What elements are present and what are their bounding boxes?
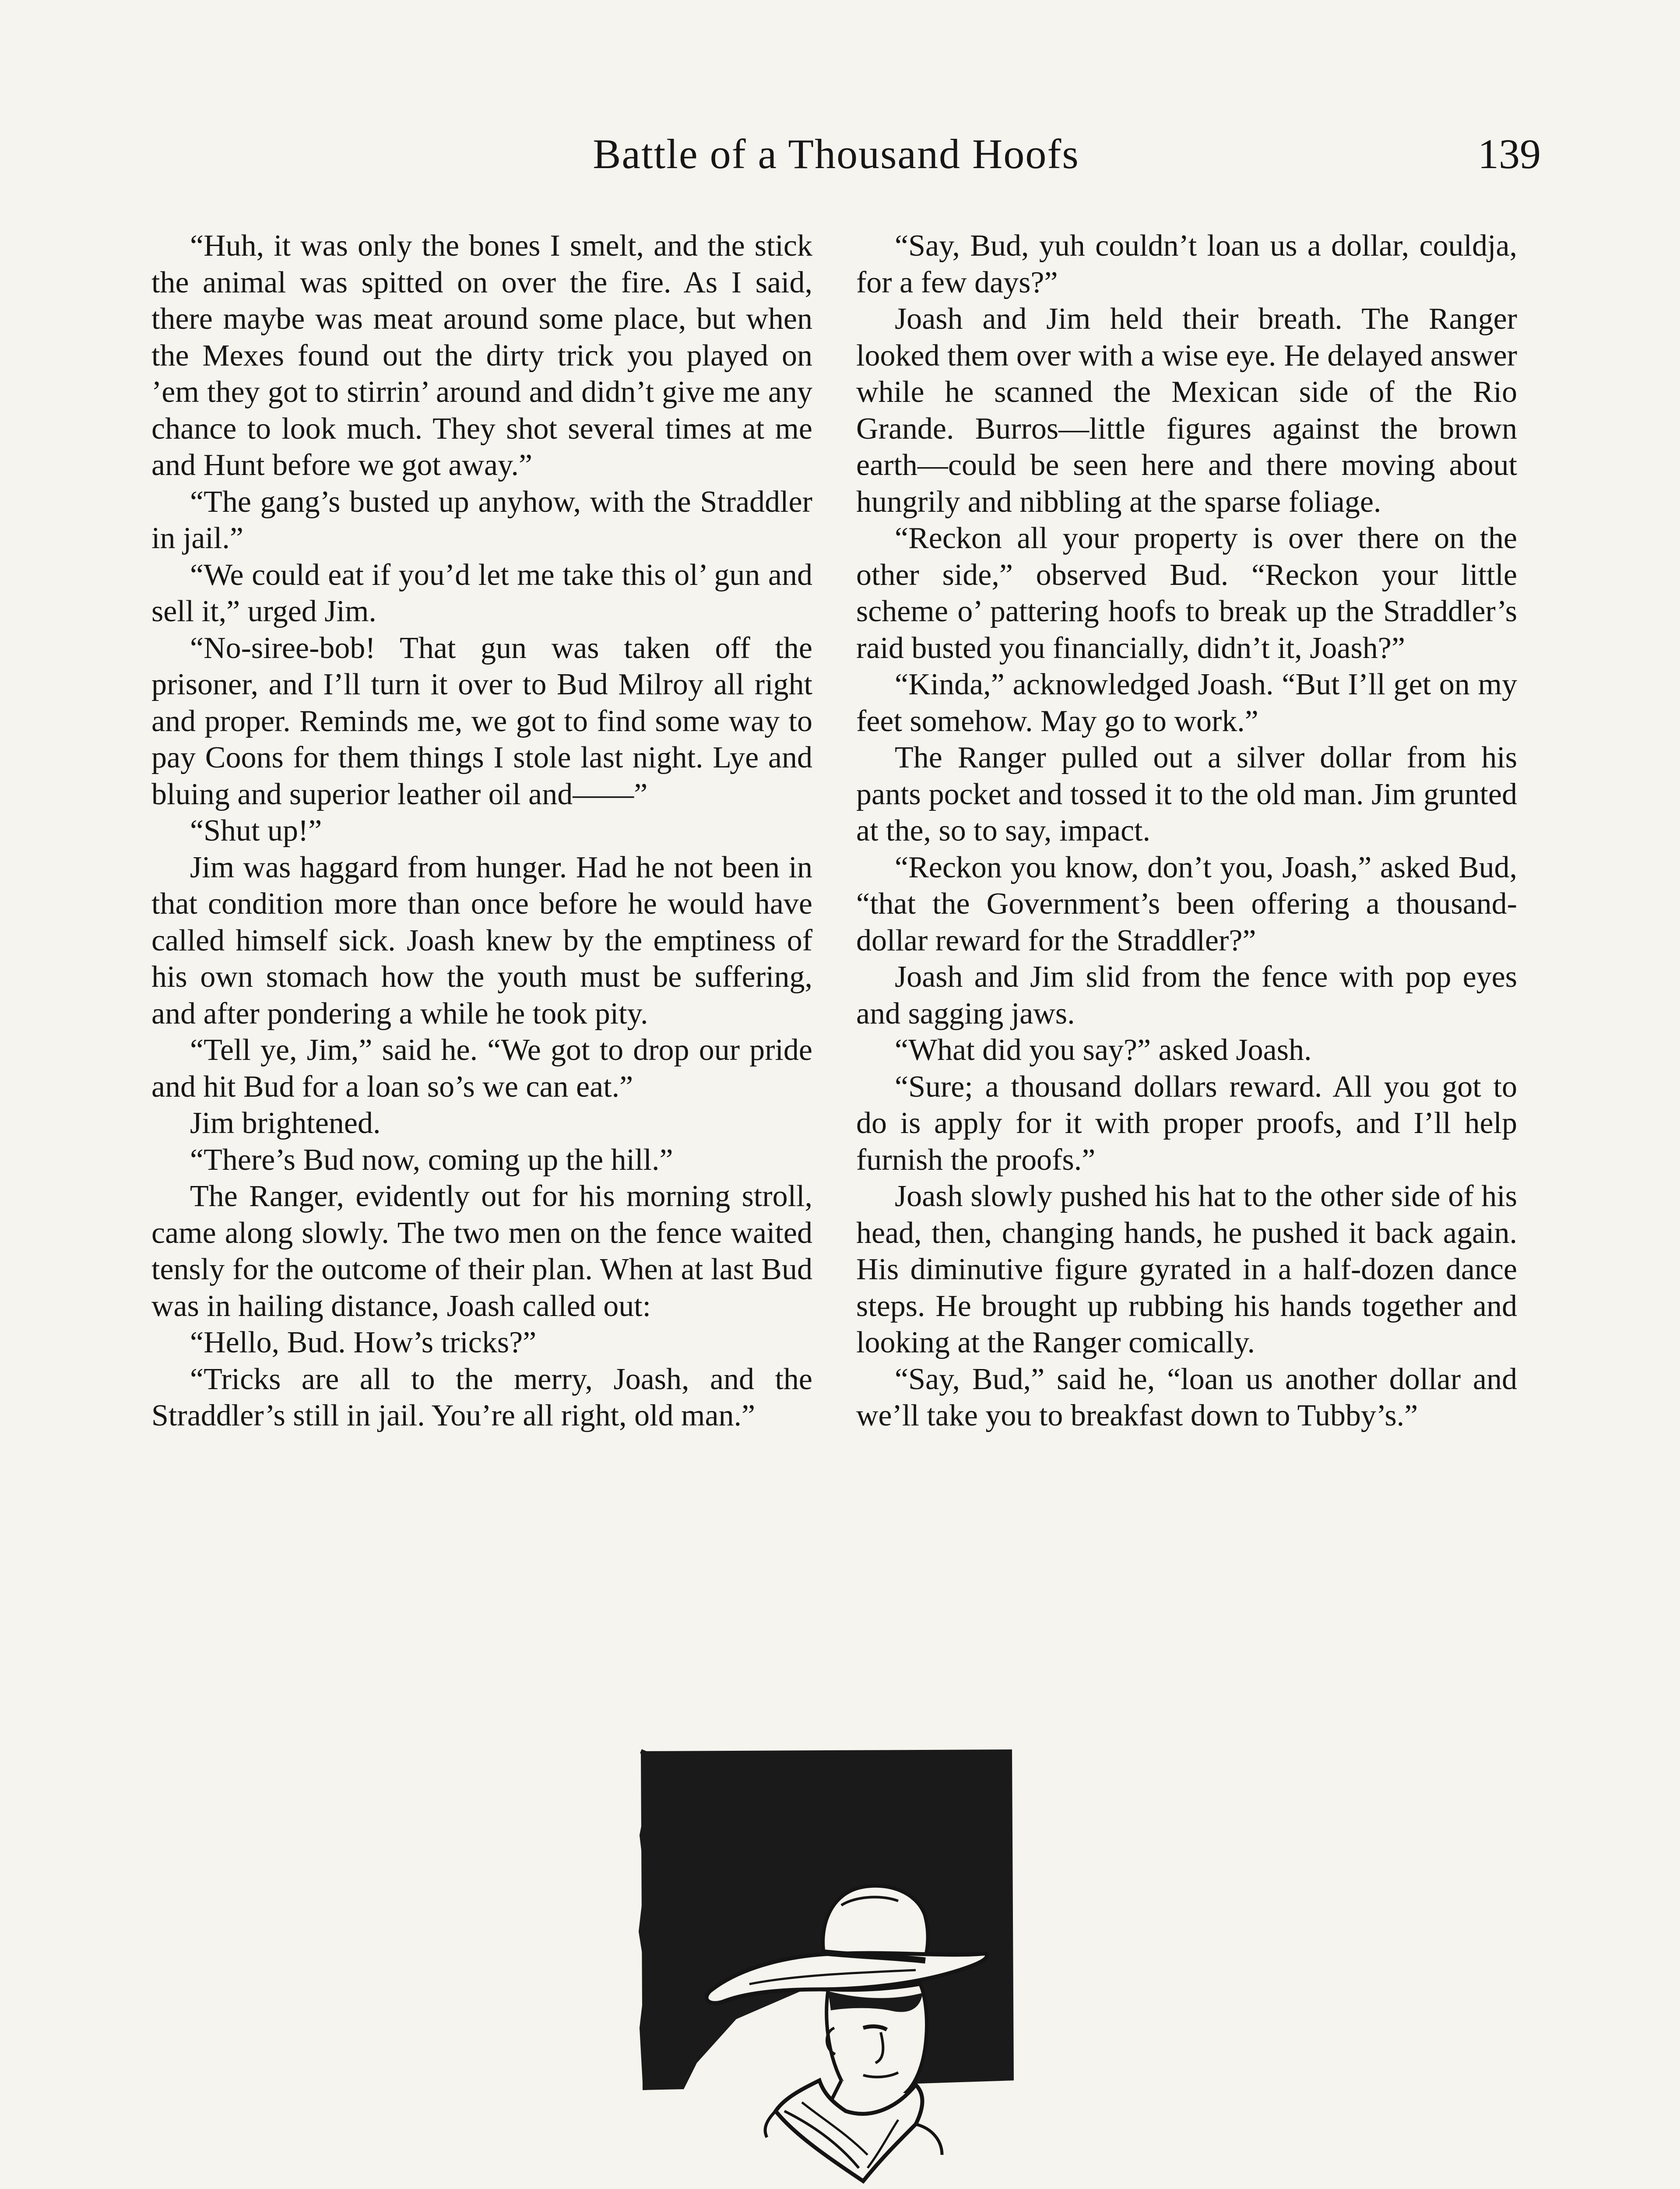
paragraph: “The gang’s busted up anyhow, with the Straddler in jail.” [151, 485, 812, 555]
paragraph: Jim was haggard from hunger. Had he not been in that condition more than once before he would have called himself sick. Joash knew by the emptiness of his own stomach how the youth must be suffering, and after pondering a while he took pity. [151, 850, 812, 1031]
paragraph: “We could eat if you’d let me take this ol’ gun and sell it,” urged Jim. [151, 558, 812, 628]
paragraph: “Reckon you know, don’t you, Joash,” asked Bud, “that the Government’s been offering a thousand-dollar reward for the Straddler?” [856, 850, 1517, 957]
paragraph: “Kinda,” acknowledged Joash. “But I’ll get on my feet somehow. May go to work.” [856, 668, 1517, 738]
paragraph: “Tricks are all to the merry, Joash, and the Straddler’s still in jail. You’re all right, old man.” [151, 1362, 812, 1432]
page-number: 139 [1478, 130, 1541, 177]
paragraph: “Say, Bud, yuh couldn’t loan us a dollar, couldja, for a few days?” [856, 229, 1517, 299]
paragraph: Jim brightened. [190, 1106, 381, 1140]
paragraph: The Ranger, evidently out for his morning stroll, came along slowly. The two men on the fence waited tensly for the outcome of their plan. When at last Bud was in hailing distance, Joash called out: [151, 1179, 812, 1323]
paragraph: “Huh, it was only the bones I smelt, and the stick the animal was spitted on over the fire. As I said, there maybe was meat around some place, but when the Mexes found out the dirty trick you played on ’em they got to stirrin’ around and didn’t give me any chance to look much. They shot several times at me and Hunt before we got away.” [151, 229, 812, 482]
paragraph: “Say, Bud,” said he, “loan us another dollar and we’ll take you to breakfast down to Tubby’s.” [856, 1362, 1517, 1432]
paragraph: Joash slowly pushed his hat to the other side of his head, then, changing hands, he pushed it back again. His diminutive figure gyrated in a half-dozen dance steps. He brought up rubbing his hands together and looking at the Ranger comically. [856, 1179, 1517, 1359]
page-header [149, 130, 1541, 191]
paragraph: The Ranger pulled out a silver dollar from his pants pocket and tossed it to the old man. Jim grunted at the, so to say, impact. [856, 741, 1517, 848]
paragraph: “Tell ye, Jim,” said he. “We got to drop our pride and hit Bud for a loan so’s we can eat.” [151, 1033, 812, 1104]
right-column [856, 228, 1517, 1434]
paragraph: Joash and Jim held their breath. The Ranger looked them over with a wise eye. He delayed answer while he scanned the Mexican side of the Rio Grande. Burros—little figures against the brown earth—could be seen here and there moving about hungrily and nibbling at the sparse foliage. [856, 302, 1517, 519]
paragraph: “Shut up!” [190, 814, 322, 848]
paragraph: “No-siree-bob! That gun was taken off the prisoner, and I’ll turn it over to Bud Milroy all right and proper. Reminds me, we got to find some way to pay Coons for them things I stole last night. Lye and bluing and superior leather oil and——” [151, 631, 812, 811]
paragraph: “What did you say?” asked Joash. [895, 1033, 1312, 1067]
running-title: Battle of a Thousand Hoofs [593, 130, 1079, 177]
paragraph: “There’s Bud now, coming up the hill.” [190, 1143, 673, 1177]
paragraph: Joash and Jim slid from the fence with pop eyes and sagging jaws. [856, 960, 1517, 1031]
paragraph: “Sure; a thousand dollars reward. All you got to do is apply for it with proper proofs, and I’ll help furnish the proofs.” [856, 1070, 1517, 1177]
paragraph: “Hello, Bud. How’s tricks?” [190, 1326, 537, 1359]
cowboy-illustration [636, 1748, 1073, 2185]
left-column [151, 228, 812, 1434]
paragraph: “Reckon all your property is over there on the other side,” observed Bud. “Reckon your little scheme o’ pattering hoofs to break up the Straddler’s raid busted you financially, didn’t it, Joash?” [856, 521, 1517, 665]
